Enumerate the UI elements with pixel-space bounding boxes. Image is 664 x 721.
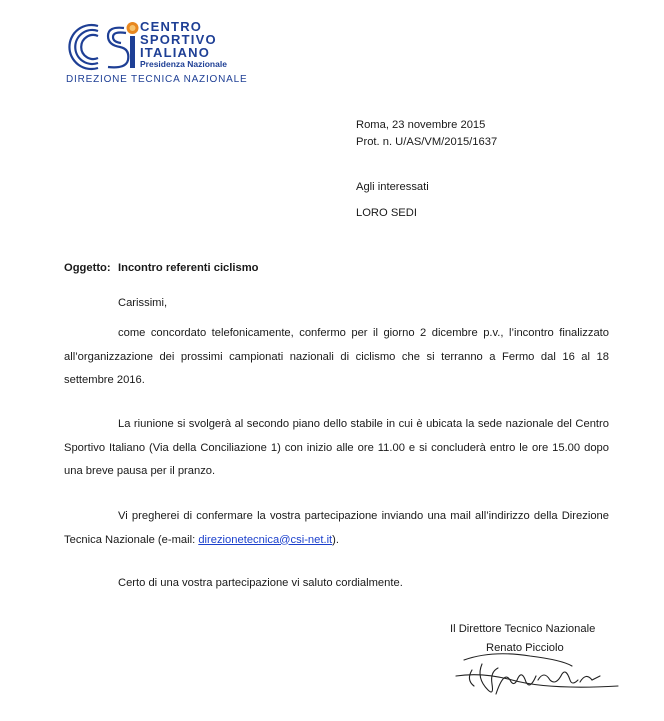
logo-subtitle: Presidenza Nazionale xyxy=(140,59,227,69)
logo-line-2: SPORTIVO xyxy=(140,32,217,47)
signatory-name: Renato Picciolo xyxy=(486,642,564,654)
signatory-role: Il Direttore Tecnico Nazionale xyxy=(450,623,596,635)
closing-line: Certo di una vostra partecipazione vi saluto cordialmente. xyxy=(118,577,403,589)
handwritten-signature xyxy=(452,650,622,702)
body-paragraph-3 xyxy=(64,505,609,552)
logo-line-3: ITALIANO xyxy=(140,45,211,60)
csi-emblem-icon xyxy=(64,18,140,76)
recipient-line-1: Agli interessati xyxy=(356,181,429,193)
paragraph-1-text: come concordato telefonicamente, confermo per il giorno 2 dicembre p.v., l’incontro finalizzato all’organizzazione dei prossimi campionati nazionali di ciclismo che si terranno a Fermo dal 16 al 18 settembre 2016. xyxy=(64,327,609,386)
logo-line-1: CENTRO xyxy=(140,19,203,34)
paragraph-2-text: La riunione si svolgerà al secondo piano dello stabile in cui è ubicata la sede nazionale del Centro Sportivo Italiano (Via della Conciliazione 1) con inizio alle ore 11.00 e si concluderà entro le ore 15.00 dopo una breve pausa per il pranzo. xyxy=(64,418,609,477)
paragraph-3-end: ). xyxy=(332,533,340,546)
email-link[interactable]: direzionetecnica@csi-net.it xyxy=(198,533,333,546)
place-date: Roma, 23 novembre 2015 xyxy=(356,119,486,131)
salutation: Carissimi, xyxy=(118,297,168,309)
body-paragraph-1 xyxy=(64,322,609,393)
protocol-number: Prot. n. U/AS/VM/2015/1637 xyxy=(356,136,498,148)
logo-wordmark xyxy=(140,20,217,59)
subject-text: Incontro referenti ciclismo xyxy=(118,262,259,274)
body-paragraph-2 xyxy=(64,413,609,484)
paragraph-3-text: Vi pregherei di confermare la vostra partecipazione inviando una mail all’indirizzo della Direzione Tecnica Nazionale (e-mail: xyxy=(64,510,609,546)
subject-label: Oggetto: xyxy=(64,262,111,274)
department-name: DIREZIONE TECNICA NAZIONALE xyxy=(66,74,248,85)
recipient-line-2: LORO SEDI xyxy=(356,207,417,219)
